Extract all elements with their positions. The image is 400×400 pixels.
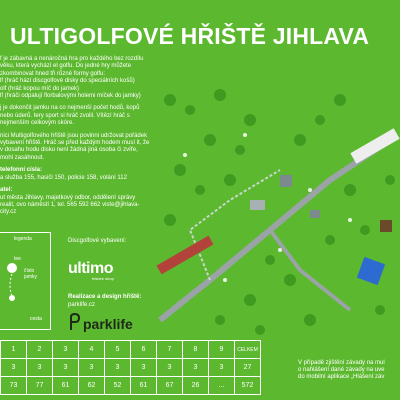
scorecard	[0, 340, 310, 390]
hole-number: 1	[1, 341, 27, 359]
notice-line2: o nahlášení dané závady na uve	[298, 367, 385, 373]
hole-number: 4	[79, 341, 105, 359]
hole-distance: 52	[105, 377, 131, 395]
hole-par: 3	[183, 359, 209, 377]
intro-p1d: lf (hráči odpalují florbalovými holemi míček do jamky)	[0, 93, 141, 100]
legend-tee: tee	[14, 256, 21, 262]
intro-p1: f je zábavná a nenáročná hra pro každého bez rozdílu věku, která vychází el golfu. Do jedné hry můžete zkombinovat hned tři různé formy golfu:	[0, 56, 144, 77]
intro-p1c: olf (hráč kopou míč do jamek)	[0, 85, 80, 92]
operator-title: atel:	[0, 187, 13, 194]
hole-par: 3	[209, 359, 235, 377]
notice-line3: do mobilní aplikace „Hlášení záv	[298, 374, 385, 380]
hole-number: 8	[183, 341, 209, 359]
legend-hole-label: číslo jamky	[24, 268, 38, 280]
hole-distance: 77	[27, 377, 53, 395]
intro-p3: nici Multigolfového hřiště jsou povinni udržovat pořádek vybavení hřiště. Hráč se před každým hodem musí it, že v dosahu hodu disku není žádná jiná osoba či zvíře, mohl zasáhnout.	[0, 132, 150, 161]
ultimo-logo: ultimo	[68, 260, 113, 277]
equipment-label: Discgolfové vybavení:	[68, 238, 127, 244]
total-label: CELKEM	[235, 341, 261, 359]
legend-path: cesta	[30, 316, 42, 322]
hole-par: 3	[105, 359, 131, 377]
intro-p1b: lf (hráč hází discgolfové disky do speciálních košů)	[0, 78, 135, 85]
realization-label: Realizace a design hřiště:	[68, 294, 142, 300]
hole-number: 6	[131, 341, 157, 359]
hole-distance: 26	[183, 377, 209, 395]
page-title: ULTIGOLFOVÉ HŘIŠTĚ JIHLAVA	[10, 23, 370, 49]
park-map	[150, 80, 400, 340]
hole-par: 3	[27, 359, 53, 377]
hole-distance: 67	[157, 377, 183, 395]
intro-text	[0, 56, 150, 222]
operator: ut města Jihlavy, majetkový odbor, oddělení správy realit, ovo náměstí 1, tel. 565 592 662 viste@jihlava-city.cz	[0, 194, 140, 216]
notice-line1: V případě zjištění závady na mul	[298, 360, 385, 366]
realization-url: parklife.cz	[68, 302, 96, 308]
total-par: 27	[235, 359, 261, 377]
legend-tee-icon	[4, 262, 26, 302]
hole-number: 5	[105, 341, 131, 359]
hole-number: 2	[27, 341, 53, 359]
hole-number: 9	[209, 341, 235, 359]
intro-p2: j je dokončit jamku na co nejmenší počet hodů, kopů nebo úderů. tery sport si hráč zvolil. Vítězí hráč s nejmenším celkovým skóre.	[0, 105, 140, 127]
phones: a služba 155, hasiči 150, policie 158, volání 112	[0, 174, 127, 181]
hole-par: 3	[131, 359, 157, 377]
hole-par: 3	[53, 359, 79, 377]
total-distance: 572	[235, 377, 261, 395]
hole-par: 3	[157, 359, 183, 377]
hole-par: 3	[79, 359, 105, 377]
phones-title: telefonní císla:	[0, 167, 43, 174]
hole-distance: 73	[1, 377, 27, 395]
hole-distance: 61	[131, 377, 157, 395]
hole-number: 3	[53, 341, 79, 359]
hole-distance: 62	[79, 377, 105, 395]
parklife-logo: parklife	[83, 316, 133, 332]
hole-number: 7	[157, 341, 183, 359]
hole-distance: 61	[53, 377, 79, 395]
notice	[298, 360, 385, 381]
hole-par: 3	[1, 359, 27, 377]
ultimo-sub: frisbee shop	[92, 276, 114, 281]
parklife-icon	[68, 313, 80, 331]
legend-title: legenda	[14, 236, 32, 242]
hole-distance: ...	[209, 377, 235, 395]
